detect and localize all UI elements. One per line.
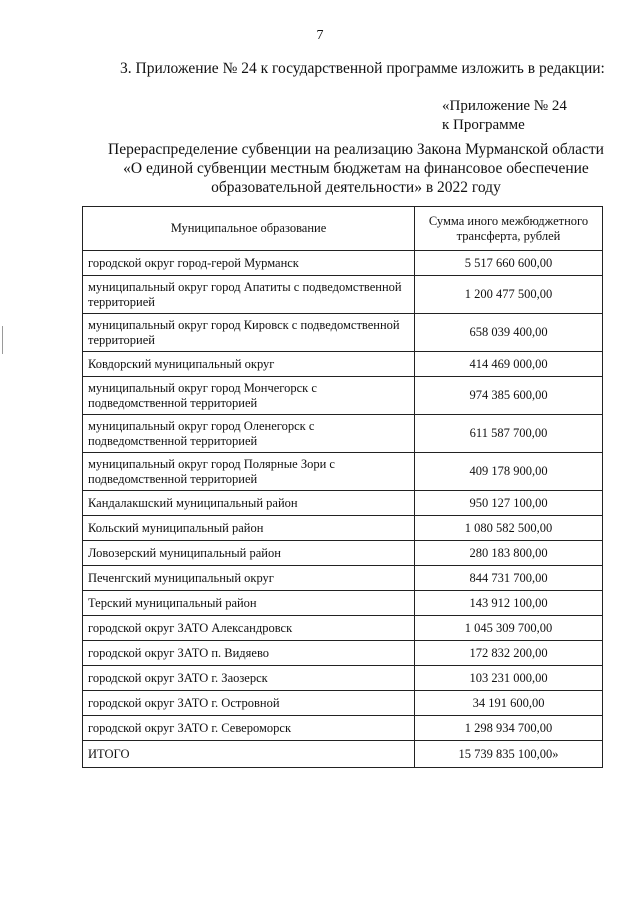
row-amount: 1 200 477 500,00 [415,276,603,314]
row-municipality: городской округ ЗАТО п. Видяево [83,641,415,666]
title-line-3: образовательной деятельности» в 2022 году [211,179,501,196]
row-municipality: городской округ ЗАТО Александровск [83,616,415,641]
row-amount: 5 517 660 600,00 [415,251,603,276]
row-amount: 143 912 100,00 [415,591,603,616]
table-row [83,377,603,415]
header-municipality: Муниципальное образование [83,207,415,251]
row-amount: 409 178 900,00 [415,453,603,491]
row-amount: 844 731 700,00 [415,566,603,591]
table-row [83,616,603,641]
table-row [83,352,603,377]
row-municipality: городской округ город-герой Мурманск [83,251,415,276]
row-municipality: муниципальный округ город Апатиты с подведомственной территорией [83,276,415,314]
row-amount: 172 832 200,00 [415,641,603,666]
table-row [83,251,603,276]
row-municipality: Ловозерский муниципальный район [83,541,415,566]
table-total-row [83,741,603,768]
total-label: ИТОГО [83,741,415,768]
page-number: 7 [316,28,324,43]
row-amount: 950 127 100,00 [415,491,603,516]
appendix-line-2: к Программе [442,117,525,133]
appendix-line-1: «Приложение № 24 [442,98,567,114]
row-amount: 974 385 600,00 [415,377,603,415]
row-municipality: муниципальный округ город Кировск с подведомственной территорией [83,314,415,352]
subvention-table [82,206,603,768]
row-amount: 34 191 600,00 [415,691,603,716]
table-row [83,716,603,741]
table-row [83,314,603,352]
table-row [83,516,603,541]
table-row [83,491,603,516]
row-municipality: Терский муниципальный район [83,591,415,616]
table-row [83,541,603,566]
scan-edge-mark [2,326,3,354]
appendix-reference [442,97,622,135]
row-municipality: Кандалакшский муниципальный район [83,491,415,516]
row-municipality: муниципальный округ город Мончегорск с подведомственной территорией [83,377,415,415]
row-amount: 414 469 000,00 [415,352,603,377]
document-title [96,140,616,197]
row-municipality: Ковдорский муниципальный округ [83,352,415,377]
row-municipality: городской округ ЗАТО г. Островной [83,691,415,716]
title-line-1: Перераспределение субвенции на реализацию Закона Мурманской области [108,141,604,158]
table-row [83,591,603,616]
row-municipality: Кольский муниципальный район [83,516,415,541]
table-row [83,641,603,666]
total-amount: 15 739 835 100,00» [415,741,603,768]
row-municipality: муниципальный округ город Оленегорск с подведомственной территорией [83,415,415,453]
row-amount: 611 587 700,00 [415,415,603,453]
row-amount: 280 183 800,00 [415,541,603,566]
row-municipality: городской округ ЗАТО г. Североморск [83,716,415,741]
row-amount: 1 298 934 700,00 [415,716,603,741]
table-row [83,415,603,453]
row-municipality: городской округ ЗАТО г. Заозерск [83,666,415,691]
table-row [83,691,603,716]
title-line-2: «О единой субвенции местным бюджетам на финансовое обеспечение [123,160,589,177]
row-municipality: муниципальный округ город Полярные Зори с подведомственной территорией [83,453,415,491]
row-amount: 1 080 582 500,00 [415,516,603,541]
header-amount: Сумма иного межбюджетного трансферта, рублей [415,207,603,251]
row-amount: 658 039 400,00 [415,314,603,352]
table-row [83,453,603,491]
amendment-intro: 3. Приложение № 24 к государственной программе изложить в редакции: [120,60,605,77]
table-row [83,276,603,314]
table-row [83,566,603,591]
table-row [83,666,603,691]
row-municipality: Печенгский муниципальный округ [83,566,415,591]
row-amount: 1 045 309 700,00 [415,616,603,641]
row-amount: 103 231 000,00 [415,666,603,691]
table-header-row [83,207,603,251]
